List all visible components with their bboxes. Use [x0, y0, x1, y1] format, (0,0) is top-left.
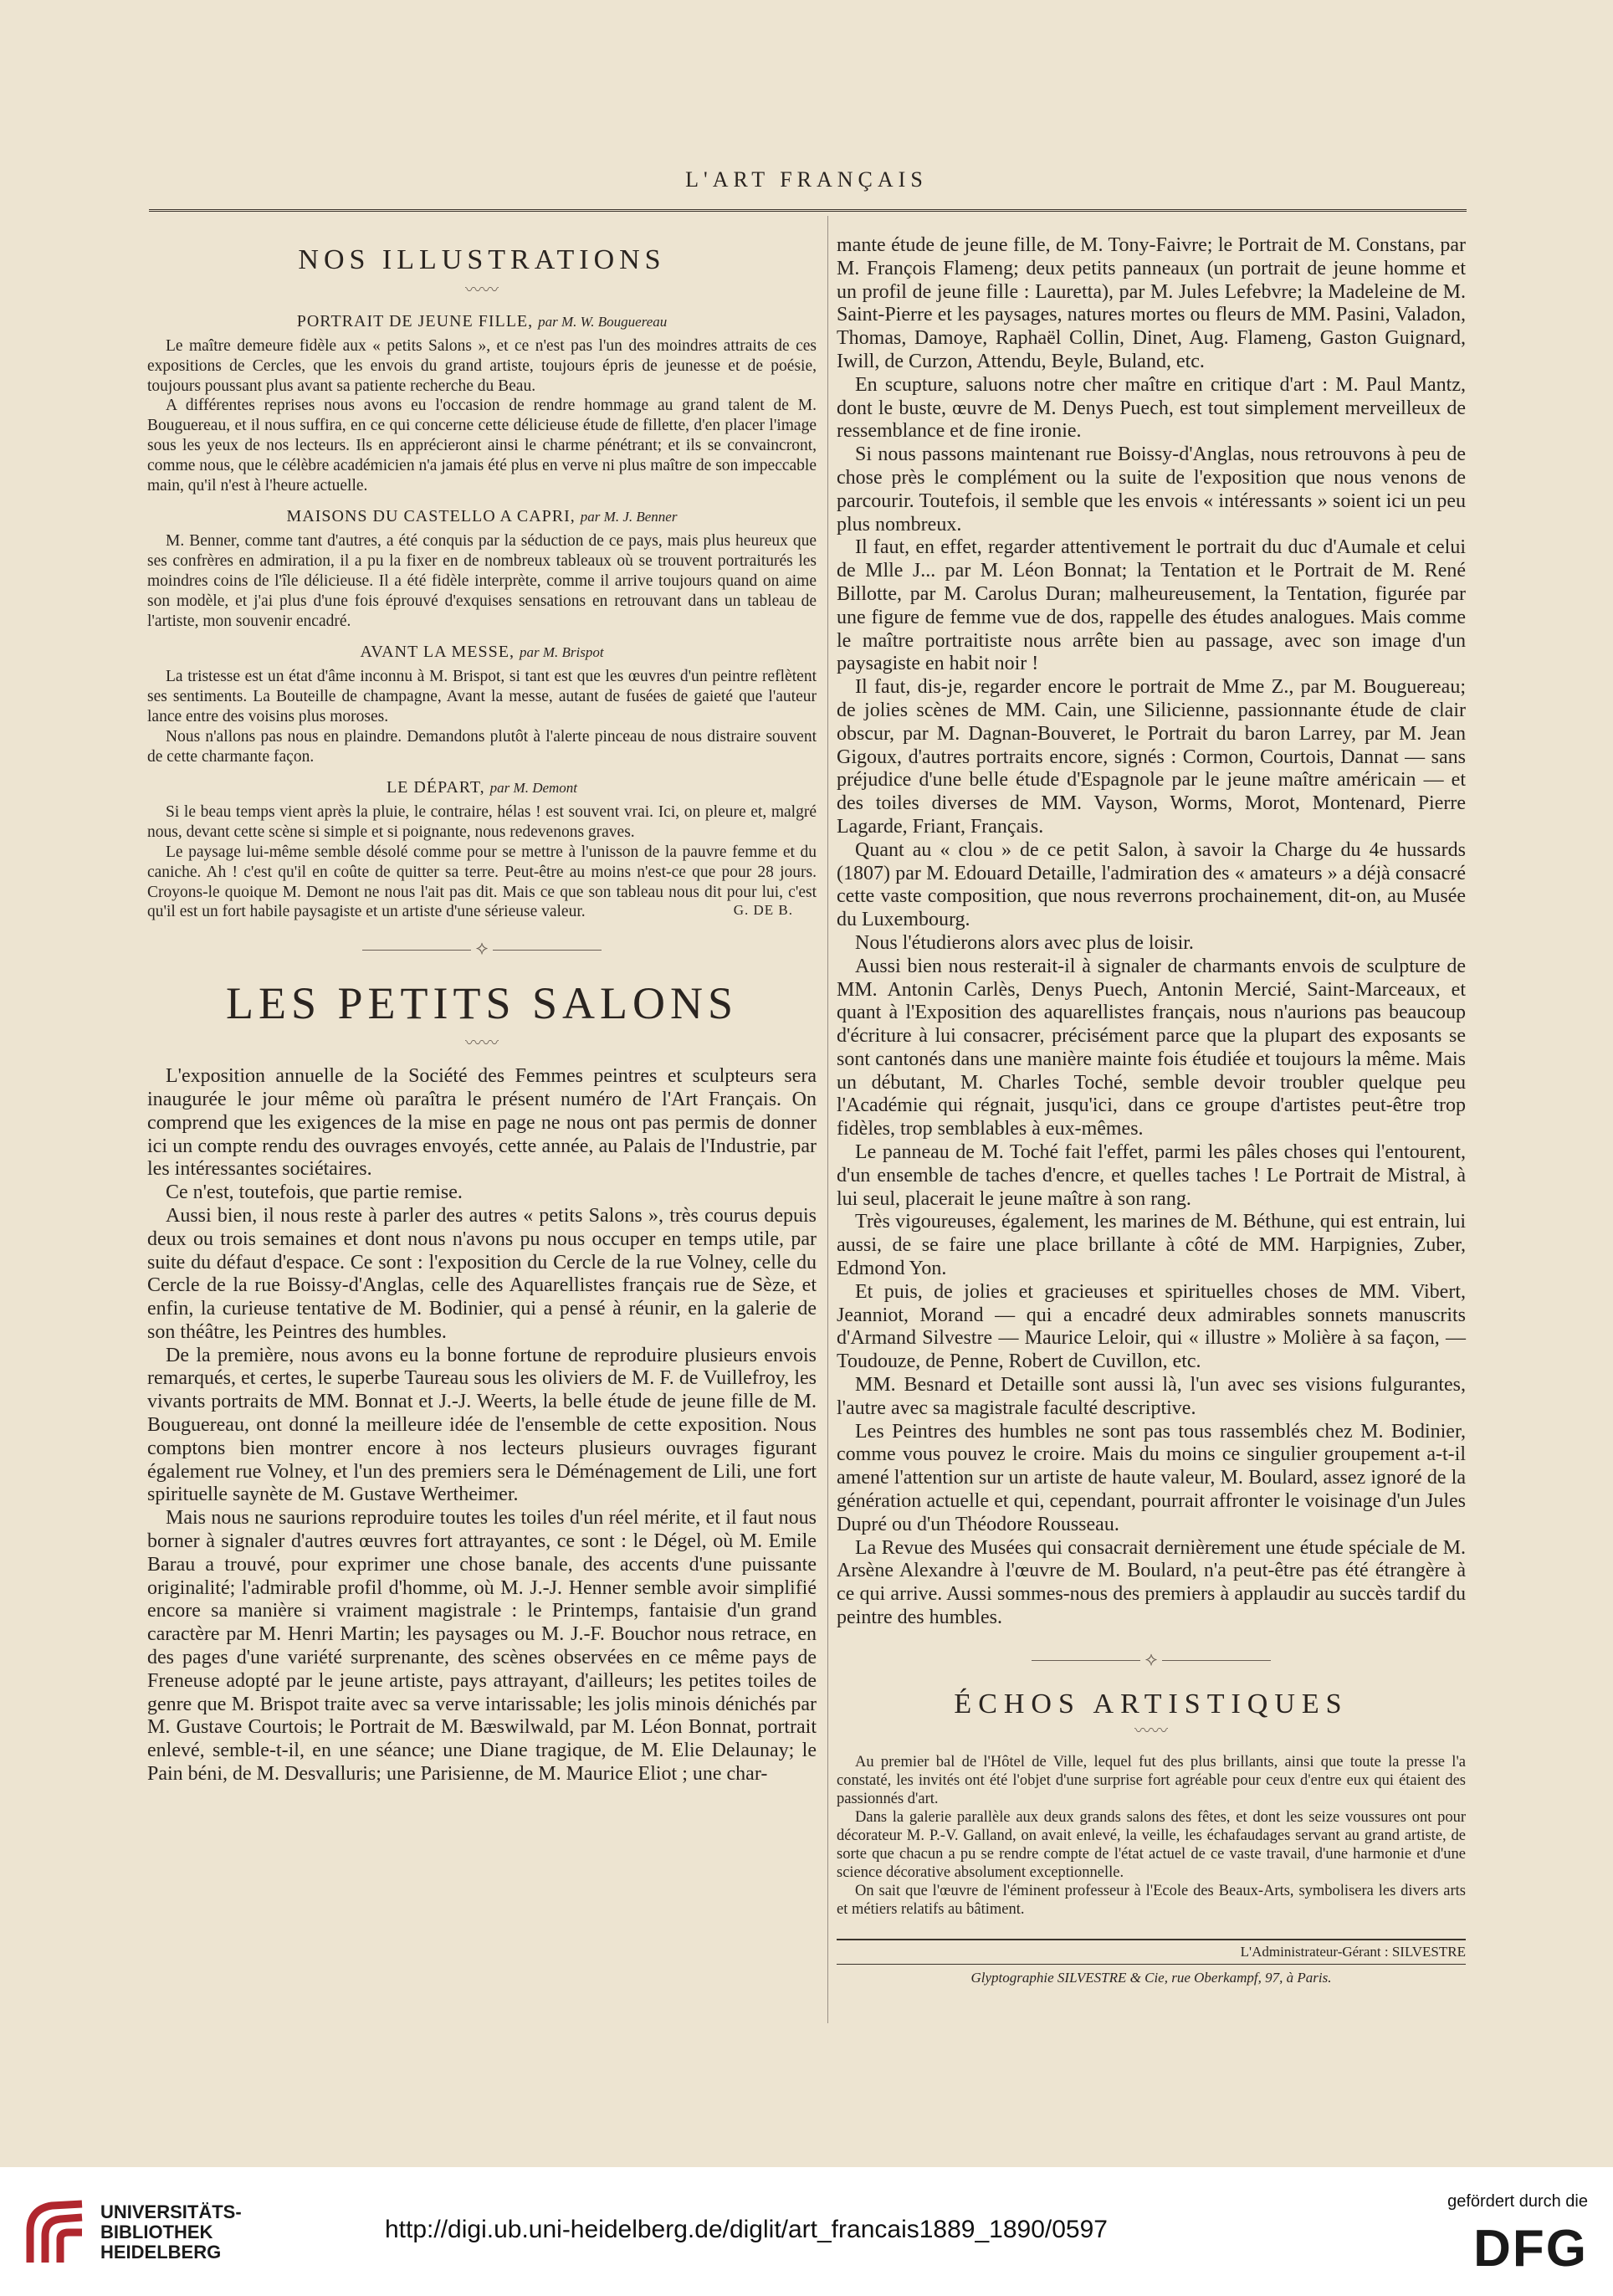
article-paragraph: Il faut, en effet, regarder attentivement le portrait du duc d'Aumale et celui de Mlle J... par M. Léon Bonnat; la Tentation et le Portrait de M. René Billotte, par M. Carolus Duran; malheureusement, la Tentation, figurée par une figure de femme vue de dos, rappelle des études analogues. Mais comme le maître portraitiste nous arrête bien au passage, avec son image d'un paysagiste en habit noir !	[837, 536, 1466, 675]
article-paragraph: L'exposition annuelle de la Société des Femmes peintres et sculpteurs sera inaugurée le jour même où paraîtra le présent numéro de l'Art Français. On comprend que les exigences de la mise en page ne nous ont pas permis de donner ici un compte rendu des ouvrages envoyés, cette année, au Palais de l'Industrie, par les intéressantes sociétaires.	[147, 1065, 817, 1181]
entry-paragraph: Nous n'allons pas nous en plaindre. Demandons plutôt à l'alerte pinceau de nous distraire souvent de cette charmante façon.	[147, 727, 817, 766]
entry-heading: MAISONS DU CASTELLO A CAPRI, par M. J. Benner	[286, 507, 678, 526]
article-paragraph: Si nous passons maintenant rue Boissy-d'Anglas, nous retrouvons à peu de chose près le complément ou la suite de l'exposition que nous venons de parcourir. Toutefois, il semble que les envois « intéressants » soient ici un peu plus nombreux.	[837, 443, 1466, 536]
running-head: L'ART FRANÇAIS	[685, 167, 928, 192]
entry-2	[147, 507, 817, 631]
title-ornament: 〰〰	[465, 1034, 499, 1053]
entry-paragraph: Le maître demeure fidèle aux « petits Salons », et ce n'est pas l'un des moindres attraits de ces expositions de Cercles, que les envois du grand artiste, toujours épris de jeunesse et de poésie, toujours poussant plus avant sa patiente recherche du Beau.	[147, 337, 817, 395]
entry-paragraph: A différentes reprises nous avons eu l'occasion de rendre hommage au grand talent de M. Bouguereau, et il nous suffira, en ce qui concerne cette délicieuse étude de fillette, d'en placer l'image sous les yeux de nos lecteurs. Ils en apprécieront ainsi le charme pénétrant; et ils se convaincront, comme nous, que le célèbre académicien n'a jamais été plus en verve ni plus maître de son impeccable main, qu'il n'est à l'heure actuelle.	[147, 397, 817, 495]
illustration-entries	[147, 312, 817, 919]
article-paragraph: Mais nous ne saurions reproduire toutes les toiles d'un réel mérite, et il faut nous borner à signaler d'autres œuvres fort attrayantes, ce sont : le Dégel, où M. Emile Barau a trouvé, pour exprimer une chose banale, des accents d'une puissante originalité; l'admirable profil d'homme, où M. J.-J. Henner semble avoir simplifié encore sa manière si vraiment magistrale : le Printemps, fantaisie d'un grand caractère par M. Henri Martin; les paysages ou M. J.-F. Bouchor nous retrace, en des pages d'une variété surprenante, des scènes observées en ce même pays de Freneuse adopté par le jeune artiste, pays attrayant, d'ailleurs; les petites toiles de genre que M. Brispot traite avec sa verve intarissable; les jolis minois dénichés par M. Gustave Courtois; le Portrait de M. Bæswilwald, par M. Léon Bonnat, portrait enlevé, semble-t-il, en une séance; une Diane tragique, de M. Elie Delaunay; le Pain béni, de M. Desvalluris; une Parisienne, de M. Maurice Eliot ; une char-	[147, 1507, 817, 1786]
entry-heading: PORTRAIT DE JEUNE FILLE, par M. W. Bouguereau	[296, 312, 668, 331]
entry-paragraph: Si le beau temps vient après la pluie, le contraire, hélas ! est souvent vrai. Ici, on pleure et, malgré nous, devant cette scène si simple et si poignante, nous redevenons graves.	[147, 803, 817, 842]
echos-article	[837, 1753, 1466, 1919]
administrator-line: L'Administrateur-Gérant : SILVESTRE	[837, 1939, 1466, 1965]
title-ornament: 〰〰	[465, 281, 499, 300]
author-signature: G. DE B.	[733, 902, 793, 919]
entry-paragraph: M. Benner, comme tant d'autres, a été conquis par la séduction de ce pays, mais plus heureux que ses confrères en admiration, il a pu la fixer en de nombreux tableaux où se trouvent portraiturés les moindres coins de l'île délicieuse. Il a été fidèle interprète, comme il arrive toujours quand on aime son modèle, et j'ai plus d'une fois éprouvé d'exquises sensations en retrouvant dans un tableau de l'artiste, mon souvenir encadré.	[147, 532, 817, 630]
article-paragraph: mante étude de jeune fille, de M. Tony-Faivre; le Portrait de M. Constans, par M. François Flameng; deux petits panneaux (un portrait de jeune homme et un profil de jeune fille : Lauretta), par M. Jules Lefebvre; la Madeleine de M. Saint-Pierre et les paysages, natures mortes ou fleurs de MM. Pasini, Valadon, Thomas, Damoye, Raphaël Collin, Dinet, Aug. Flameng, Gaston Guignard, Iwill, de Curzon, Attendu, Beyle, Buland, etc.	[837, 234, 1466, 372]
entry-paragraph: Le paysage lui-même semble désolé comme pour se mettre à l'unisson de la pauvre femme et du caniche. Ah ! c'est qu'il en coûte de quitter sa terre. Peut-être au moins n'est-ce que pour 28 jours. Croyons-le quoique M. Demont ne nous l'ait pas dit. Mais ce que son tableau nous dit pour lui, c'est qu'il est un fort habile paysagiste et un artiste d'une sérieuse valeur.	[147, 843, 817, 921]
university-library-name: UNIVERSITÄTS- BIBLIOTHEK HEIDELBERG	[100, 2201, 242, 2263]
article-paragraph: Il faut, dis-je, regarder encore le portrait de Mme Z., par M. Bouguereau; de jolies scènes de MM. Cain, une Silicienne, passionnante étude de clair obscur, par M. Dagnan-Bouveret, le Portrait du baron Larrey, par M. Jean Gigoux, d'autres portraits encore, signés : Cormon, Courtois, Dannat — sans préjudice d'une belle étude d'Espagnole par le jeune maître américain — et des toiles diverses de MM. Vayson, Worms, Morot, Montenard, Pierre Lagarde, Friant, Français.	[837, 676, 1466, 838]
echos-paragraph: On sait que l'œuvre de l'éminent professeur à l'Ecole des Beaux-Arts, symbolisera les divers arts et métiers relatifs au bâtiment.	[837, 1882, 1466, 1918]
article-paragraph: Aussi bien nous resterait-il à signaler de charmants envois de sculpture de MM. Antonin Carlès, Denys Puech, Antonin Mercié, Saint-Marceaux, et quant à l'Exposition des aquarellistes français, nous n'aurions pas beaucoup d'écriture à lui consacrer, précisément parce que la plupart des exposants se sont cantonés dans une manière mainte fois étudiée et toujours la même. Mais un débutant, M. Charles Toché, semble devoir troubler quelque peu l'Académie qui régnait, jusqu'ici, dans ce groupe d'artistes peut-être trop fidèles, trop semblables à eux-mêmes.	[837, 955, 1466, 1140]
echos-paragraph: Dans la galerie parallèle aux deux grands salons des fêtes, et dont les seize voussures ont pour décorateur M. P.-V. Galland, on avait enlevé, la veille, les échafaudages servant au grand artiste, de sorte que chacun a pu se rendre compte de l'état actuel de ce vaste travail, d'une harmonie et d'une science décorative absolument exceptionnelle.	[837, 1808, 1466, 1881]
section-separator: ⟡	[147, 937, 817, 959]
article-paragraph: Ce n'est, toutefois, que partie remise.	[166, 1181, 463, 1204]
printer-imprint: Glyptographie SILVESTRE & Cie, rue Oberkampf, 97, à Paris.	[970, 1969, 1332, 1986]
header-rule	[149, 209, 1467, 212]
section-title-echos: ÉCHOS ARTISTIQUES	[954, 1688, 1349, 1719]
column-divider	[827, 216, 828, 2023]
digitization-footer	[0, 2167, 1613, 2296]
salons-article	[147, 1065, 817, 1786]
entry-heading: AVANT LA MESSE, par M. Brispot	[360, 643, 604, 662]
funding-note: gefördert durch die	[1447, 2192, 1588, 2211]
right-column	[837, 234, 1466, 1986]
section-title-petits-salons: LES PETITS SALONS	[225, 978, 739, 1029]
left-column	[147, 234, 817, 1786]
section-separator: ⟡	[837, 1648, 1466, 1670]
entry-paragraph: La tristesse est un état d'âme inconnu à M. Brispot, si tant est que les œuvres d'un peintre reflètent ses sentiments. La Bouteille de champagne, Avant la messe, autant de fusées de gaieté que l'auteur lance entre des voisins plus moroses.	[147, 668, 817, 725]
article-paragraph: Le panneau de M. Toché fait l'effet, parmi les pâles choses qui l'entourent, d'un ensemble de taches d'encre, et quelles taches ! Le Portrait de Mistral, à lui seul, placerait le jeune maître à son rang.	[837, 1141, 1466, 1210]
article-paragraph: Très vigoureuses, également, les marines de M. Béthune, qui est entrain, lui aussi, de se faire une place brillante à côté de MM. Harpignies, Zuber, Edmond Yon.	[837, 1211, 1466, 1280]
entry-heading: LE DÉPART, par M. Demont	[386, 778, 578, 797]
entry-1	[147, 312, 817, 495]
title-ornament: 〰〰	[1134, 1721, 1168, 1740]
article-paragraph: Quant au « clou » de ce petit Salon, à savoir la Charge du 4e hussards (1807) par M. Edouard Detaille, l'admiration des « amateurs » a déjà consacré cette vaste composition, que nous reverrons prochainement, dit-on, au Musée du Luxembourg.	[837, 838, 1466, 931]
permalink-url[interactable]: http://digi.ub.uni-heidelberg.de/diglit/art_francais1889_1890/0597	[385, 2216, 1108, 2243]
section-title-illustrations: NOS ILLUSTRATIONS	[298, 244, 666, 275]
university-library-logo-icon	[22, 2197, 92, 2271]
article-paragraph: De la première, nous avons eu la bonne fortune de reproduire plusieurs envois remarqués, et certes, le superbe Taureau sous les oliviers de M. F. de Vuillefroy, les vivants portraits de MM. Bonnat et J.-J. Weerts, la belle étude de jeune fille de M. Bouguereau, ont donné la meilleure idée de l'ensemble de cette exposition. Nous comptons bien montrer encore à nos lecteurs plusieurs ouvrages figurant également rue Volney, et l'un des premiers sera le Déménagement de Lili, une fort spirituelle saynète de M. Gustave Wertheimer.	[147, 1344, 817, 1506]
article-paragraph: Les Peintres des humbles ne sont pas tous rassemblés chez M. Bodinier, comme vous pouvez le croire. Mais du moins ce singulier groupement a-t-il amené l'attention sur un artiste de haute valeur, M. Boulard, assez ignoré de la génération actuelle et qui, cependant, pourrait affronter le voisinage d'un Jules Dupré ou d'un Théodore Rousseau.	[837, 1420, 1466, 1535]
article-paragraph: Aussi bien, il nous reste à parler des autres « petits Salons », très courus depuis deux ou trois semaines et dont nous n'avons pu nous occuper en temps utile, par suite du défaut d'espace. Ce sont : l'exposition du Cercle de la rue Volney, celle du Cercle de la rue Boissy-d'Anglas, celle des Aquarellistes français rue de Sèze, et enfin, la curieuse tentative de M. Bodinier, qui a pensé à réunir, en la galerie de son théâtre, les Peintres des humbles.	[147, 1204, 817, 1343]
article-paragraph: En scupture, saluons notre cher maître en critique d'art : M. Paul Mantz, dont le buste, œuvre de M. Denys Puech, est tout simplement merveilleux de ressemblance et de fine ironie.	[837, 373, 1466, 443]
entry-3	[147, 643, 817, 766]
echos-paragraph: Au premier bal de l'Hôtel de Ville, lequel fut des plus brillants, ainsi que toute la presse l'a constaté, les invités ont été l'objet d'une surprise fort agréable pour ceux d'entre eux qui étaient des passionnés d'art.	[837, 1753, 1466, 1807]
salons-article-continued	[837, 234, 1466, 1630]
article-paragraph: La Revue des Musées qui consacrait dernièrement une étude spéciale de M. Arsène Alexandre à l'œuvre de M. Boulard, n'a peut-être pas été étrangère à ce qui arrive. Aussi sommes-nous des premiers à applaudir au succès tardif du peintre des humbles.	[837, 1536, 1466, 1629]
entry-4	[147, 778, 817, 919]
article-paragraph: Nous l'étudierons alors avec plus de loisir.	[855, 931, 1194, 954]
dfg-logo: DFG	[1473, 2220, 1588, 2278]
article-paragraph: Et puis, de jolies et gracieuses et spirituelles choses de MM. Vibert, Jeanniot, Morand — qui a encadré deux admirables sonnets manuscrits d'Armand Silvestre — Maurice Leloir, qui « illustre » Molière à sa façon, — Toudouze, de Penne, Robert de Cuvillon, etc.	[837, 1280, 1466, 1373]
article-paragraph: MM. Besnard et Detaille sont aussi là, l'un avec ses visions fulgurantes, l'autre avec sa magistrale faculté descriptive.	[837, 1374, 1466, 1419]
